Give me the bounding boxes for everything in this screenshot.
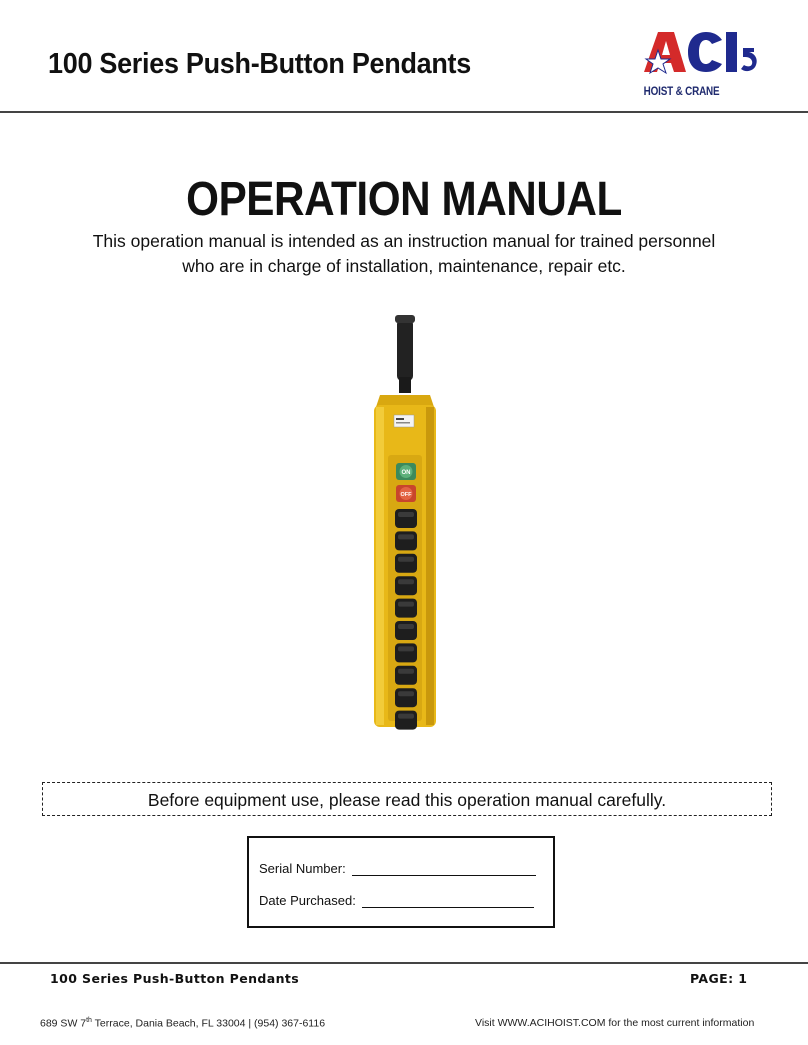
black-push-button bbox=[395, 509, 417, 528]
intro-line-1: This operation manual is intended as an instruction manual for trained personnel bbox=[92, 231, 716, 251]
black-push-button bbox=[395, 531, 417, 550]
pendant-image bbox=[360, 315, 450, 730]
date-purchased-field bbox=[362, 894, 534, 908]
header-divider bbox=[0, 111, 808, 113]
off-button-label: OFF bbox=[400, 492, 412, 498]
footer-title: 100 Series Push-Button Pendants bbox=[50, 971, 300, 986]
black-push-button bbox=[395, 554, 417, 573]
on-button-label: ON bbox=[401, 470, 411, 476]
notice-box: Before equipment use, please read this operation manual carefully. bbox=[42, 782, 772, 816]
footer-divider bbox=[0, 962, 808, 964]
footer-website: Visit WWW.ACIHOIST.COM for the most current information bbox=[475, 1017, 755, 1029]
black-push-button bbox=[395, 688, 417, 707]
record-box bbox=[247, 836, 555, 928]
black-push-button bbox=[395, 621, 417, 640]
header-title: 100 Series Push-Button Pendants bbox=[48, 48, 471, 80]
serial-number-field bbox=[352, 862, 536, 876]
intro-text bbox=[0, 229, 808, 279]
date-purchased-label: Date Purchased: bbox=[259, 893, 356, 908]
intro-line-2: who are in charge of installation, maintenance, repair etc. bbox=[182, 256, 626, 276]
serial-number-row bbox=[259, 861, 536, 876]
serial-number-label: Serial Number: bbox=[259, 861, 346, 876]
logo-subtitle: HOIST & CRANE bbox=[643, 86, 720, 98]
date-purchased-row bbox=[259, 893, 534, 908]
footer-address: 689 SW 7th Terrace, Dania Beach, FL 33004 | (954) 367-6116 bbox=[40, 1017, 326, 1030]
black-push-button bbox=[395, 576, 417, 595]
page-title: OPERATION MANUAL bbox=[186, 173, 622, 226]
page-number: PAGE: 1 bbox=[690, 971, 748, 986]
black-push-button bbox=[395, 599, 417, 618]
black-push-button bbox=[395, 643, 417, 662]
black-push-button bbox=[395, 666, 417, 685]
black-push-button bbox=[395, 711, 417, 730]
